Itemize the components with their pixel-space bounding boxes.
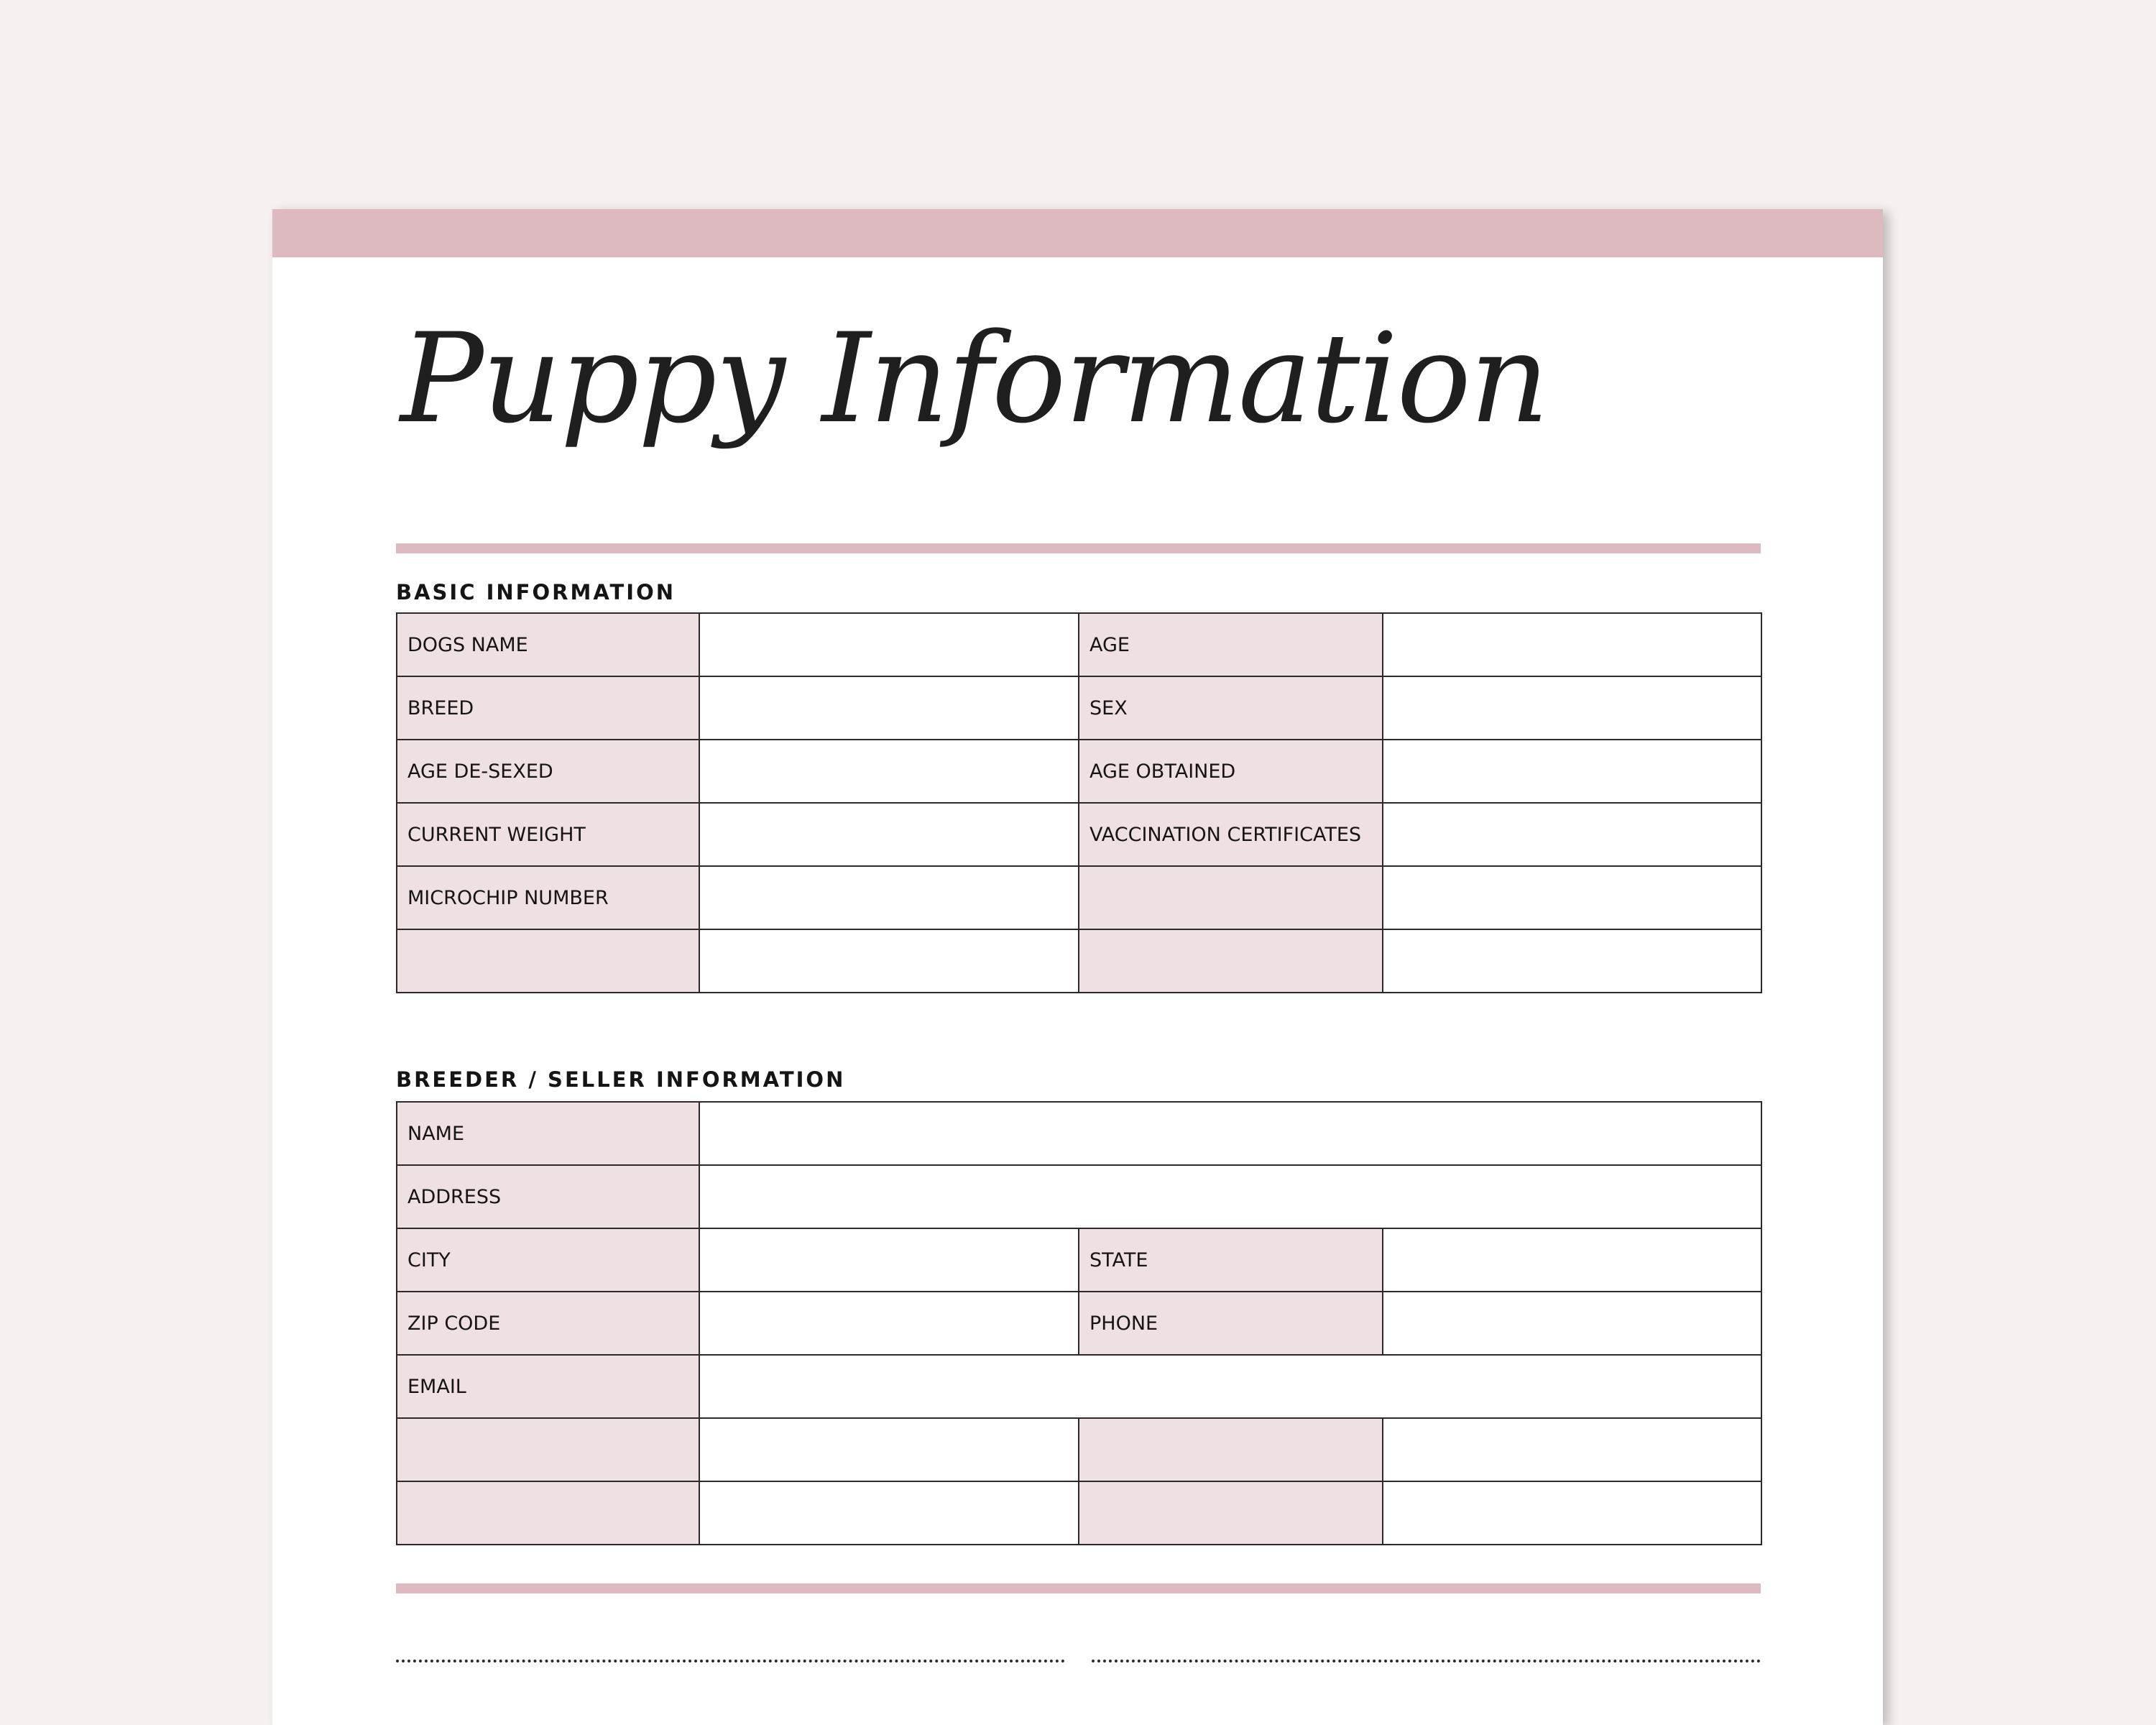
blank-field[interactable] [1383, 1481, 1761, 1545]
dogs-name-label: DOGS NAME [397, 613, 699, 676]
blank-field[interactable] [699, 1418, 1079, 1481]
title-divider [396, 543, 1761, 553]
top-accent-band [272, 209, 1883, 257]
table-row [397, 1355, 1761, 1418]
phone-label: PHONE [1079, 1292, 1383, 1355]
city-field[interactable] [699, 1228, 1079, 1292]
email-field[interactable] [699, 1355, 1761, 1418]
basic-information-table [396, 612, 1762, 993]
vaccination-certificates-field[interactable] [1383, 803, 1761, 866]
page-title: Puppy Information [400, 306, 1548, 451]
microchip-number-field[interactable] [699, 866, 1079, 929]
blank-field[interactable] [699, 1481, 1079, 1545]
name-label: NAME [397, 1102, 699, 1165]
blank-field[interactable] [1383, 929, 1761, 993]
zip-code-label: ZIP CODE [397, 1292, 699, 1355]
age-label: AGE [1079, 613, 1383, 676]
table-row [397, 1228, 1761, 1292]
dotted-writing-line[interactable] [396, 1660, 1065, 1662]
table-row [397, 803, 1761, 866]
microchip-number-label: MICROCHIP NUMBER [397, 866, 699, 929]
dogs-name-field[interactable] [699, 613, 1079, 676]
blank-label [397, 1418, 699, 1481]
table-row [397, 929, 1761, 993]
blank-label [1079, 1418, 1383, 1481]
age-de-sexed-label: AGE DE-SEXED [397, 740, 699, 803]
breeder-seller-information-table [396, 1101, 1762, 1545]
table-row [397, 1102, 1761, 1165]
address-field[interactable] [699, 1165, 1761, 1228]
table-row [397, 1481, 1761, 1545]
table-row [397, 866, 1761, 929]
table-row [397, 676, 1761, 740]
age-obtained-label: AGE OBTAINED [1079, 740, 1383, 803]
table-row [397, 1292, 1761, 1355]
table-row [397, 740, 1761, 803]
sex-label: SEX [1079, 676, 1383, 740]
blank-label [397, 1481, 699, 1545]
table-row [397, 613, 1761, 676]
email-label: EMAIL [397, 1355, 699, 1418]
current-weight-label: CURRENT WEIGHT [397, 803, 699, 866]
vaccination-certificates-label: VACCINATION CERTIFICATES [1079, 803, 1383, 866]
bottom-divider [396, 1583, 1761, 1593]
blank-field[interactable] [699, 929, 1079, 993]
age-field[interactable] [1383, 613, 1761, 676]
phone-field[interactable] [1383, 1292, 1761, 1355]
blank-label [1079, 1481, 1383, 1545]
current-weight-field[interactable] [699, 803, 1079, 866]
blank-label [1079, 929, 1383, 993]
table-row [397, 1165, 1761, 1228]
planner-page [272, 209, 1883, 1725]
city-label: CITY [397, 1228, 699, 1292]
zip-code-field[interactable] [699, 1292, 1079, 1355]
state-field[interactable] [1383, 1228, 1761, 1292]
age-de-sexed-field[interactable] [699, 740, 1079, 803]
breed-label: BREED [397, 676, 699, 740]
name-field[interactable] [699, 1102, 1761, 1165]
dotted-writing-line[interactable] [1092, 1660, 1761, 1662]
blank-field[interactable] [1383, 866, 1761, 929]
table-row [397, 1418, 1761, 1481]
address-label: ADDRESS [397, 1165, 699, 1228]
age-obtained-field[interactable] [1383, 740, 1761, 803]
sex-field[interactable] [1383, 676, 1761, 740]
state-label: STATE [1079, 1228, 1383, 1292]
breed-field[interactable] [699, 676, 1079, 740]
blank-field[interactable] [1383, 1418, 1761, 1481]
blank-label [1079, 866, 1383, 929]
basic-information-heading: BASIC INFORMATION [396, 580, 676, 604]
breeder-seller-information-heading: BREEDER / SELLER INFORMATION [396, 1067, 846, 1092]
blank-label [397, 929, 699, 993]
